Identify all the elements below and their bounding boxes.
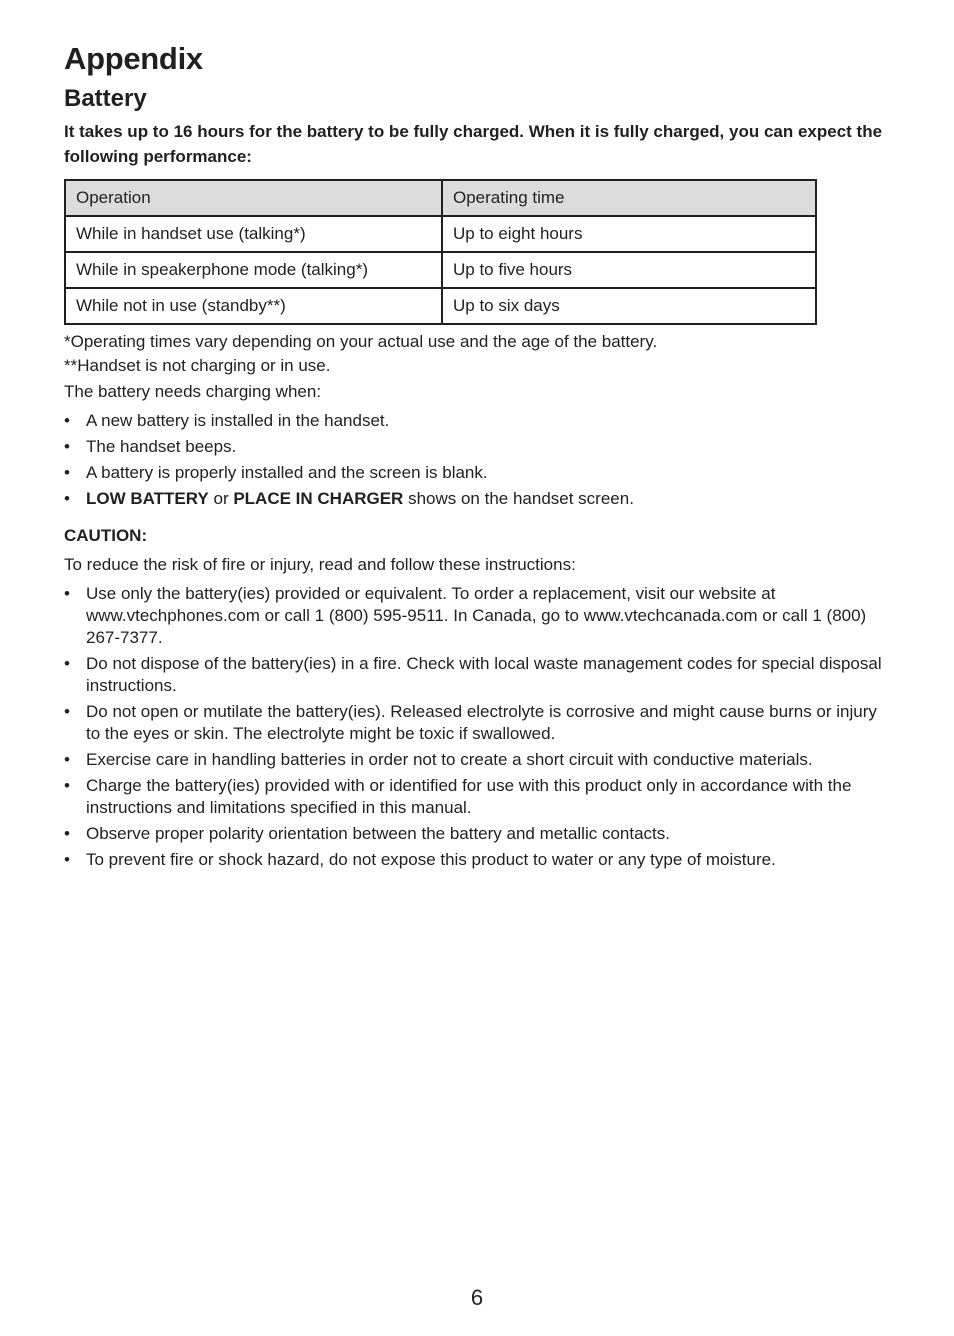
bullet-icon: •: [64, 584, 70, 603]
list-item: • Charge the battery(ies) provided with or identified for use with this product only in accordance with the instructions and limitations specified in this manual.: [64, 776, 852, 817]
table-header-cell: Operating time: [442, 180, 816, 216]
document-page: [64, 38, 894, 875]
charging-intro: The battery needs charging when:: [64, 382, 322, 401]
table-cell: Up to five hours: [442, 252, 816, 288]
list-item: • Use only the battery(ies) provided or equivalent. To order a replacement, visit our website at www.vtechphones.com or call 1 (800) 595-9511. In Canada, go to www.vtechcanada.com or call 1 (800) 267-7377.: [64, 584, 867, 647]
place-in-charger-label: PLACE IN CHARGER: [233, 489, 404, 508]
caution-title: CAUTION:: [64, 526, 148, 545]
table-header-cell: Operation: [65, 180, 442, 216]
low-battery-label: LOW BATTERY: [86, 489, 209, 508]
bullet-icon: •: [64, 489, 70, 508]
list-item: • LOW BATTERY or PLACE IN CHARGER shows on the handset screen.: [64, 489, 634, 508]
table-header-row: [65, 180, 816, 216]
bullet-icon: •: [64, 437, 70, 456]
table-cell: While in speakerphone mode (talking*): [65, 252, 442, 288]
bullet-icon: •: [64, 776, 70, 795]
intro-paragraph: It takes up to 16 hours for the battery to be fully charged. When it is fully charged, you can expect the following performance:: [64, 122, 883, 166]
table-row: [65, 288, 816, 324]
bullet-icon: •: [64, 750, 70, 769]
list-item: • Observe proper polarity orientation between the battery and metallic contacts.: [64, 824, 670, 843]
table-row: [65, 216, 816, 252]
battery-performance-table: [64, 179, 817, 325]
page-number: 6: [470, 1285, 484, 1310]
list-item: • To prevent fire or shock hazard, do not expose this product to water or any type of moisture.: [64, 850, 776, 869]
bullet-icon: •: [64, 411, 70, 430]
table-cell: While in handset use (talking*): [65, 216, 442, 252]
list-item: • Exercise care in handling batteries in order not to create a short circuit with conductive materials.: [64, 750, 813, 769]
table-cell: While not in use (standby**): [65, 288, 442, 324]
bullet-icon: •: [64, 824, 70, 843]
footnote-standby: **Handset is not charging or in use.: [64, 356, 331, 375]
caution-list: [64, 583, 894, 871]
list-item: • Do not open or mutilate the battery(ies). Released electrolyte is corrosive and might cause burns or injury to the eyes or skin. The electrolyte might be toxic if swallowed.: [64, 702, 877, 743]
list-item: • Do not dispose of the battery(ies) in a fire. Check with local waste management codes for special disposal instructions.: [64, 654, 882, 695]
bullet-icon: •: [64, 702, 70, 721]
bullet-icon: •: [64, 463, 70, 482]
list-item: • A new battery is installed in the handset.: [64, 411, 390, 430]
bullet-icon: •: [64, 850, 70, 869]
table-cell: Up to eight hours: [442, 216, 816, 252]
table-row: [65, 252, 816, 288]
footnote-operating-times: *Operating times vary depending on your actual use and the age of the battery.: [64, 332, 658, 351]
charging-conditions-list: [64, 410, 894, 510]
page-title: Appendix: [64, 41, 203, 76]
bullet-icon: •: [64, 654, 70, 673]
list-item: • The handset beeps.: [64, 437, 237, 456]
list-item: • A battery is properly installed and the screen is blank.: [64, 463, 488, 482]
section-title: Battery: [64, 85, 147, 112]
caution-intro: To reduce the risk of fire or injury, read and follow these instructions:: [64, 555, 576, 574]
table-cell: Up to six days: [442, 288, 816, 324]
